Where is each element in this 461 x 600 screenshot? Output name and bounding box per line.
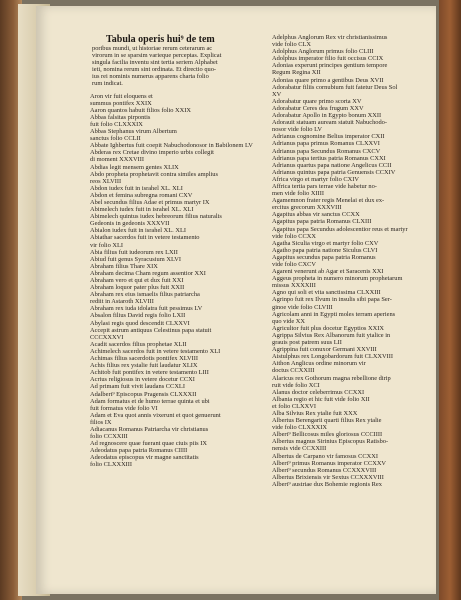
index-entry: Adorabatur Ceres dea frugum XXV xyxy=(272,104,364,112)
index-entry: fuit formatus vide folio VI xyxy=(90,404,158,412)
index-entry: XV xyxy=(272,90,282,98)
index-entry: quo vide XX xyxy=(272,317,306,325)
right-column xyxy=(272,34,454,488)
index-entry: Agrippina fuit conuxor Germani XXVIII xyxy=(272,346,377,354)
index-entry: Adalbert⁹ Episcopus Pragensis CLXXXII xyxy=(90,390,197,398)
index-entry: di moment XXXVIII xyxy=(90,156,144,164)
index-entry: grauis post patrem suus LII xyxy=(272,339,342,347)
index-entry: fuit folio CLXXXIX xyxy=(90,120,143,128)
index-entry: Acrius religiosus in vetere docetur CCXI xyxy=(90,376,195,384)
index-entry: Abbate Ighbertus fuit coepit Nabuchodonosor in Babilonem LV xyxy=(90,142,253,150)
index-entry: Adrianus cognomine Belius imperator CXII xyxy=(272,133,385,141)
index-entry: ginoe vide folio CLVIII xyxy=(272,303,333,311)
page-title: Tabula operis hui⁹ de tem xyxy=(106,34,215,45)
index-entry: nosor vide folio LV xyxy=(272,126,322,134)
index-entry: Abdo propheta prophetavit contra similes amplius xyxy=(90,170,218,178)
index-entry: Abiud fuit genus Syracusium XLVI xyxy=(90,255,182,263)
index-entry: Adolphus Anglorum primus folio CLIII xyxy=(272,48,374,56)
index-entry: Albert⁹ austriae dux Bohemie regionis Rex xyxy=(272,480,382,488)
index-entry: Agricolam anni in Egypti moles terram aperiens xyxy=(272,310,396,318)
index-entry: Agrippa Silvius Rex Albanorum fuit ytalice in xyxy=(272,331,391,339)
index-entry: ercitus grecorum XXXVIII xyxy=(272,204,342,212)
index-entry: Adrianus papa primus Romanus CLXXVI xyxy=(272,140,380,148)
index-entry: Alba Silvius Rex ytalie fuit XXX xyxy=(272,409,358,417)
index-entry: Adiacanus Romanus Patriarcha vir christianus xyxy=(90,425,209,433)
index-entry: Abraham filius Thare XIX xyxy=(90,262,158,270)
index-entry: Agatha Siculia virgo et martyr folio CXV xyxy=(272,239,379,247)
index-entry: Abraham loquor pater plus fuit XXII xyxy=(90,284,185,292)
index-entry: men vide folio XIIII xyxy=(272,190,324,198)
index-entry: Albertus Brixiensis vir Sextus CCXXXVIII xyxy=(272,473,384,481)
index-entry: Adorabatur Apollo in Egypto bonum XXII xyxy=(272,112,382,120)
index-entry: folio CCXXIII xyxy=(90,433,128,441)
index-entry: Adam formatus et de humo terrae quinta et ubi xyxy=(90,397,210,405)
index-entry: Adonias experunt principes gentium tempore xyxy=(272,62,388,70)
index-entry: Abraham vero et qui et dux fuit XXI xyxy=(90,277,184,284)
index-entry: Acadit sacerdos filius prophetae XLII xyxy=(90,340,187,348)
index-entry: Abdias legit mensem gentes XLIX xyxy=(90,163,179,171)
index-entry: Abraham rex eius ismaelis filius patriarcha xyxy=(90,291,200,299)
left-column xyxy=(90,34,268,469)
index-entry: Abdon et femina subregna romani CXV xyxy=(90,191,193,199)
index-entry: Abia filius fuit iudeorum rex LXII xyxy=(90,248,178,256)
index-entry: Agareni venerunt ab Agar et Saracenis XXI xyxy=(272,268,384,276)
index-entry: rediit in Astaroth XLVIII xyxy=(90,298,154,306)
index-entry: Adelphus Anglorum Rex vir christianissimus xyxy=(272,34,388,41)
index-entry: Abiathar sacerdos fuit in vetere testamento xyxy=(90,234,200,242)
index-entry: summus pontifex XXIX xyxy=(90,99,152,107)
index-entry: Albertus de Carpano vir famosus CCXXI xyxy=(272,452,378,460)
intro-line: virorum in se sparsim varieque perceptas. Explicat xyxy=(92,52,222,60)
index-entry: Agricultor fuit plus docetur Egyptios XXIX xyxy=(272,324,384,332)
index-entry: Gedeonis in gedeonis XXXVII xyxy=(90,220,170,228)
index-entry: Absalon filius David regis folio LXII xyxy=(90,312,186,320)
index-entry: Abylasi regis quod descendit CLXXVI xyxy=(90,319,190,327)
index-entry: Abraham rex iuda idolatra fuit pessimus LV xyxy=(90,305,203,313)
index-entry: Agno qui soli et vita sanctissima CLXXIII xyxy=(272,289,381,297)
index-entry: Africa virgo et martyr folio CXIV xyxy=(272,175,360,183)
intro-line: rum indicat. xyxy=(92,80,123,88)
index-entry: Abel secundus filius Adae et primus martyr IX xyxy=(90,198,210,206)
index-entry: Agatho papa patria natione Siculus CLVI xyxy=(272,246,378,254)
left-index-list xyxy=(90,93,268,469)
index-entry: Achitob fuit pontifex in vetere testamento LIII xyxy=(90,369,209,377)
index-entry: Adrianus quintus papa patria Genuensis CCXIV xyxy=(272,168,396,176)
intro-line: poribus mundi, ut historiae rerum ceterarum ac xyxy=(92,45,213,52)
index-entry: folio CLXXXIII xyxy=(90,461,133,469)
index-entry: Agapitus abbas vir sanctus CCXX xyxy=(272,211,360,219)
index-entry: ruit vide folio XCI xyxy=(272,381,320,389)
index-entry: Aithon Anglicus ordine minorum vir xyxy=(272,360,366,368)
index-entry: Agrinpo fuit rex Ilvum in insulis sibi papa Ser- xyxy=(272,296,392,304)
index-entry: Adrianus papa tertius patria Romanus CXXI xyxy=(272,154,386,162)
index-entry: vide folio CLX xyxy=(272,41,312,49)
index-entry: vide folio CLXXXIX xyxy=(272,424,328,432)
index-entry: Alanus doctor celeberrimus CCXXI xyxy=(272,388,365,396)
index-entry: Albania regio et hic fuit vide folio XII xyxy=(272,395,370,403)
index-entry: Aggeus propheta in numero minorum prophetarum xyxy=(272,275,403,283)
index-entry: Albert⁹ Bellicosus miles gloriosus CCCIIII xyxy=(272,431,383,439)
index-entry: vir folio XLI xyxy=(90,241,124,249)
index-entry: Achis filius rex ystalie fuit laudatur XLIX xyxy=(90,362,198,370)
index-entry: reos XLVIII xyxy=(90,177,122,185)
index-entry: Albertus Berengarii quarti filius Rex ytalie xyxy=(272,417,382,425)
index-entry: Achimas filius sacerdotis pontifex XLVIII xyxy=(90,355,199,363)
index-entry: et folio CLXXVI xyxy=(272,402,317,410)
index-entry: Aaron quantos habuit filios folio XXIX xyxy=(90,106,191,114)
index-entry: Aistulphus rex Longobardorum fuit CLXXVIII xyxy=(272,353,394,361)
book-page xyxy=(36,6,436,594)
index-entry: Adeodatus papa patria Romanus CIIII xyxy=(90,447,188,455)
intro-line: ieti, nomina rerum sint ordinata. Et directio quo- xyxy=(92,66,217,74)
index-entry: Agapitus papa patria Romanus CLXIII xyxy=(272,218,372,226)
index-entry: Adam et Eva quot annis vixerunt et quot genuerunt xyxy=(90,411,221,419)
intro-line: singula facilia inventu sint tertia seriem Alphabet xyxy=(92,59,218,67)
index-entry: Abbas Stephanus virum Albertum xyxy=(90,128,177,136)
index-entry: Albert⁹ primus Romanus imperator CCXXV xyxy=(272,459,387,467)
index-entry: Abimelech iudex fuit in israhel XL. XLI xyxy=(90,206,194,214)
index-entry: Agapitus secundus papa patria Romanus xyxy=(272,253,376,261)
index-entry: Adorabatur filiis cornubium fuit fatetur Deus Sol xyxy=(272,83,398,91)
index-entry: CCCXXXVI xyxy=(90,333,124,341)
index-entry: Adolphus imperator filio fuit occisus CCIX xyxy=(272,55,384,63)
index-entry: Adrianus quartus papa natione Angelicus CCII xyxy=(272,161,392,169)
index-entry: Abderas rex Cretae divino imperio urbis collegit xyxy=(90,149,214,157)
index-entry: Alaricus rex Gothorum magna rebellione dirip xyxy=(272,374,391,382)
index-entry: Abimelech quintus iudex hebreorum filius naturalis xyxy=(90,213,222,221)
index-entry: filios IX xyxy=(90,418,112,426)
intro-line: ius rei nominis numerus apparens charta folio xyxy=(92,73,209,81)
index-entry: Agamemnon frater regis Menelai et dux ex- xyxy=(272,197,385,205)
index-entry: Agapitus papa Secundus adolescentior reus et martyr xyxy=(272,225,408,233)
index-entry: Abdon iudex fuit in israhel XL. XLI xyxy=(90,184,183,192)
index-entry: Aron vir fuit eloquens et xyxy=(90,92,153,100)
index-entry: Adorabatur quare primo scorta XV xyxy=(272,97,362,105)
index-entry: Ad regnoscere quae fuerant quae ciuis piis IX xyxy=(90,440,207,448)
index-entry: Adeodatus episcopus vir magne sanctitatis xyxy=(90,454,199,462)
index-entry: Affrica tertia pars terrae vide habetur no- xyxy=(272,182,377,190)
index-entry: Adrianus papa Secundus Romanus CXCV xyxy=(272,147,381,155)
index-entry: vide folio CCXX xyxy=(272,232,317,240)
index-entry: vide folio CXCV xyxy=(272,261,317,268)
index-entry: missus XXXXIII xyxy=(272,282,316,290)
index-entry: Abraham decima Cham regum assentior XXI xyxy=(90,269,206,277)
index-entry: Accepit astrum antiquus Celestinus papa statuit xyxy=(90,326,212,334)
right-index-list xyxy=(272,34,454,488)
index-entry: Albertus magnus Sirinius Episcopus Ratisbo- xyxy=(272,438,389,446)
index-entry: Abbas falsitas pirpontis xyxy=(90,113,151,121)
index-entry: sanctus folio CCLII xyxy=(90,135,141,143)
index-entry: Albert⁹ secundus Romanus CCXXXVIII xyxy=(272,466,377,474)
index-entry: Abialon iudex fuit in israhel XL. XLI xyxy=(90,227,187,235)
index-entry: Ad primam fuit vivit laudans CCXLI xyxy=(90,383,185,391)
index-entry: Adonias quare primo a gentibus Deus XVII xyxy=(272,76,384,84)
intro-paragraph xyxy=(92,45,268,88)
index-entry: nensis vide CCXXIII xyxy=(272,445,327,453)
index-entry: Adorauit statuam auream statuit Nabuchodo- xyxy=(272,119,387,127)
index-entry: doctus CCXXIII xyxy=(272,367,315,375)
index-entry: Regum Regina XII xyxy=(272,69,321,77)
index-entry: Achimelech sacerdos fuit in vetere testamento XLI xyxy=(90,347,221,355)
